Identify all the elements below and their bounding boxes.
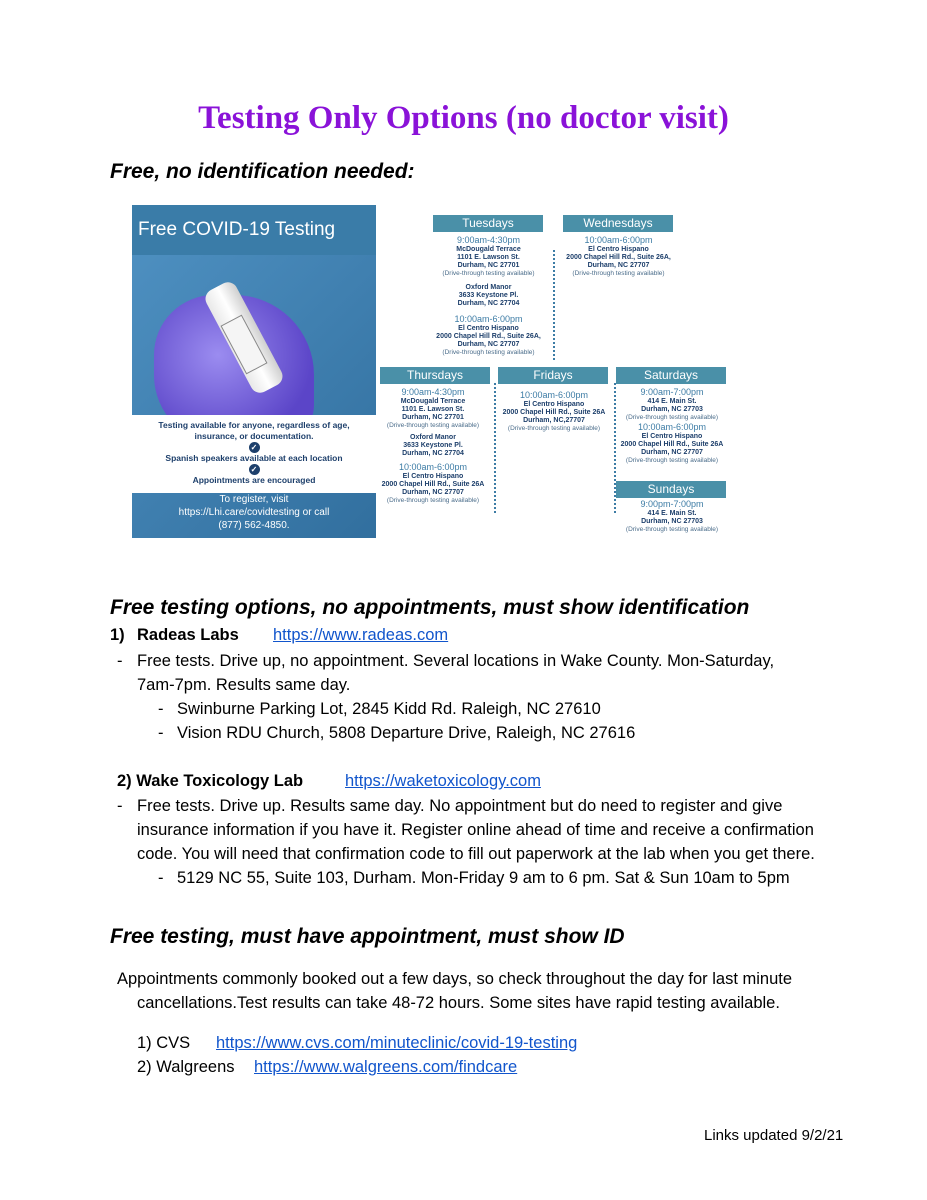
radeas-link[interactable]: https://www.radeas.com [273,626,449,644]
location-line: Durham, NC,27707 [523,417,585,424]
appointment-para-line1: Appointments commonly booked out a few days, so check throughout the day for last minute [117,970,793,988]
location-line: Durham, NC 27701 [457,262,520,269]
radeas-location-2: Vision RDU Church, 5808 Departure Drive, Raleigh, NC 27616 [177,724,636,742]
location-line: El Centro Hispano [641,433,703,440]
section-heading-appointment-required: Free testing, must have appointment, must show ID [110,925,625,948]
radeas-desc-line1: Free tests. Drive up, no appointment. Several locations in Wake County. Mon-Saturday, [137,652,775,670]
note: (Drive-through testing available) [625,457,719,464]
item-radeas-name: Radeas Labs [137,626,239,644]
location-line: El Centro Hispano [523,401,585,408]
location-line: 414 E. Main St. [647,398,697,405]
location-line: Durham, NC 27704 [457,300,520,307]
radeas-desc-line2: 7am-7pm. Results same day. [137,676,351,694]
testing-schedule [376,205,736,545]
time: 10:00am-6:00pm [398,462,468,472]
flyer-info-box [132,415,376,493]
wake-desc-line3: code. You will need that confirmation code to fill out paperwork at the lab when you get there. [137,845,815,863]
wake-toxicology-link[interactable]: https://waketoxicology.com [345,772,541,790]
location-line: 3633 Keystone Pl. [403,442,463,449]
location-line: Durham, NC 27703 [641,406,703,413]
location-line: 2000 Chapel Hill Rd., Suite 26A [620,441,724,448]
note: (Drive-through testing available) [442,349,535,356]
location-line: 414 E. Main St. [647,510,697,517]
flyer-register-line1: To register, visit [219,494,289,505]
flyer-title: Free COVID-19 Testing [138,219,336,240]
item-wake-toxicology-name: 2) Wake Toxicology Lab [117,772,304,790]
location-line: Durham, NC 27704 [402,450,464,457]
day-header-wednesdays: Wednesdays [563,215,673,232]
day-header-sundays: Sundays [616,481,726,498]
flyer-line2: insurance, or documentation. [194,431,314,441]
time: 9:00pm-7:00pm [640,499,704,509]
covid-testing-flyer [132,205,376,538]
dash: - [158,724,164,742]
cvs-link[interactable]: https://www.cvs.com/minuteclinic/covid-19-testing [216,1034,578,1052]
links-updated-note: Links updated 9/2/21 [704,1127,844,1144]
divider [553,250,555,360]
note: (Drive-through testing available) [507,425,601,432]
location-line: 2000 Chapel Hill Rd., Suite 26A, [566,254,671,261]
radeas-location-1: Swinburne Parking Lot, 2845 Kidd Rd. Raleigh, NC 27610 [177,700,601,718]
location-line: McDougald Terrace [456,246,521,253]
schedule-saturdays [616,387,728,465]
time: 9:00am-7:00pm [640,387,704,397]
page-title: Testing Only Options (no doctor visit) [198,100,729,136]
location-line: Durham, NC 27707 [402,489,464,496]
flyer-line3: Spanish speakers available at each location [165,453,343,463]
location-line: 2000 Chapel Hill Rd., Suite 26A [381,481,485,488]
schedule-thursdays [372,387,494,505]
flyer-line4: Appointments are encouraged [192,475,316,485]
day-header-thursdays: Thursdays [380,367,490,384]
day-header-saturdays: Saturdays [616,367,726,384]
location-line: El Centro Hispano [402,473,464,480]
check-icon: ✓ [249,442,260,453]
note: (Drive-through testing available) [572,270,665,277]
note: (Drive-through testing available) [386,422,480,429]
schedule-tuesdays [416,235,561,357]
section-heading-no-appointment: Free testing options, no appointments, must show identification [110,596,750,619]
location-line: 1101 E. Lawson St. [401,406,465,413]
flyer-line1: Testing available for anyone, regardless of age, [158,420,350,430]
location-line: Oxford Manor [465,284,512,291]
location-line: El Centro Hispano [458,325,519,332]
location-line: Durham, NC 27703 [641,518,703,525]
walgreens-link[interactable]: https://www.walgreens.com/findcare [254,1058,518,1076]
time: 9:00am-4:30pm [401,387,465,397]
location-line: McDougald Terrace [400,398,466,405]
dash: - [158,700,164,718]
schedule-wednesdays [556,235,681,278]
location-line: Durham, NC 27701 [402,414,464,421]
time: 10:00am-6:00pm [454,314,523,324]
item-radeas-number: 1) [110,626,125,644]
time: 10:00am-6:00pm [637,422,707,432]
dash: - [117,797,123,815]
note: (Drive-through testing available) [386,497,480,504]
item-cvs-label: 1) CVS [137,1034,191,1052]
schedule-sundays [616,499,728,534]
time: 10:00am-6:00pm [519,390,589,400]
note: (Drive-through testing available) [442,270,535,277]
location-line: 2000 Chapel Hill Rd., Suite 26A [502,409,606,416]
flyer-register-line3: (877) 562-4850. [218,520,290,531]
wake-location-1: 5129 NC 55, Suite 103, Durham. Mon-Friday 9 am to 6 pm. Sat & Sun 10am to 5pm [177,869,790,887]
flyer-register-line2: https://Lhi.care/covidtesting or call [178,507,330,518]
wake-desc-line2: insurance information if you have it. Register online ahead of time and receive a confirmation [137,821,814,839]
section-heading-free-no-id: Free, no identification needed: [110,160,415,183]
time: 9:00am-4:30pm [456,235,521,245]
location-line: 3633 Keystone Pl. [458,292,519,299]
item-walgreens-label: 2) Walgreens [137,1058,235,1076]
appointment-para-line2: cancellations.Test results can take 48-72 hours. Some sites have rapid testing available. [137,994,780,1012]
location-line: Durham, NC 27707 [587,262,650,269]
schedule-fridays [494,390,614,433]
wake-desc-line1: Free tests. Drive up. Results same day. No appointment but do need to register and give [137,797,783,815]
location-line: El Centro Hispano [588,246,649,253]
location-line: Durham, NC 27707 [457,341,520,348]
day-header-tuesdays: Tuesdays [433,215,543,232]
flyer-register [132,493,376,532]
note: (Drive-through testing available) [625,414,719,421]
dash: - [158,869,164,887]
location-line: 1101 E. Lawson St. [457,254,520,261]
dash: - [117,652,123,670]
check-icon: ✓ [249,464,260,475]
day-header-fridays: Fridays [498,367,608,384]
location-line: Oxford Manor [410,434,456,441]
location-line: 2000 Chapel Hill Rd., Suite 26A, [436,333,541,340]
note: (Drive-through testing available) [625,526,719,533]
location-line: Durham, NC 27707 [641,449,703,456]
time: 10:00am-6:00pm [584,235,653,245]
